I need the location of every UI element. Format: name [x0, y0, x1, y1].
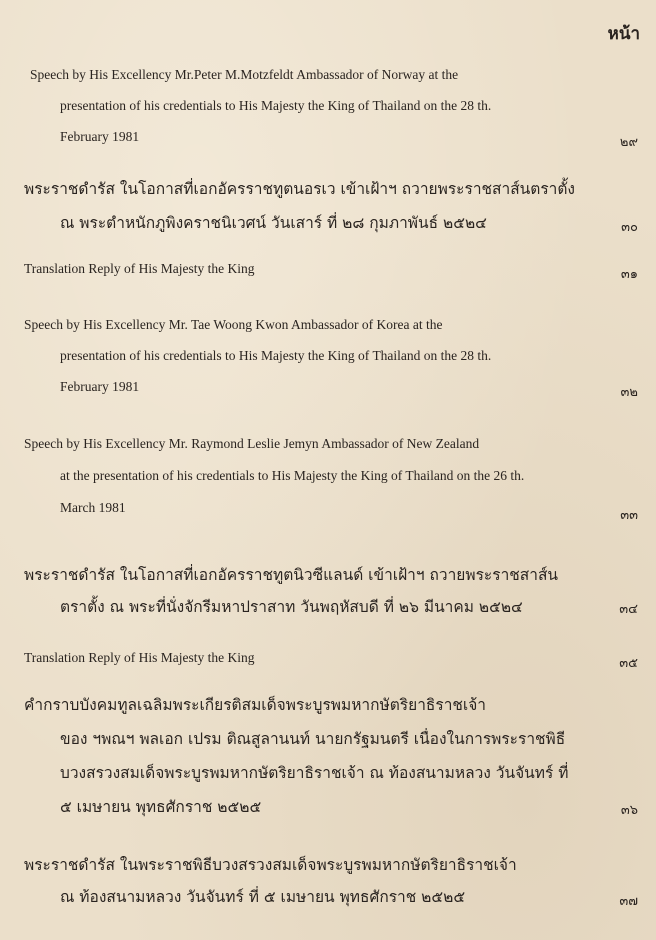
entry-line: คำกราบบังคมทูลเฉลิมพระเกียรติสมเด็จพระบูรพมหากษัตริยาธิราชเจ้า — [24, 696, 487, 714]
page-number: ๓๖ — [620, 803, 638, 818]
entry-line: ตราตั้ง ณ พระที่นั่งจักรีมหาปราสาท วันพฤหัสบดี ที่ ๒๖ มีนาคม ๒๕๒๔ — [60, 598, 523, 616]
page-number: ๓๐ — [621, 220, 638, 235]
entry-line: Speech by His Excellency Mr.Peter M.Motzfeldt Ambassador of Norway at the — [30, 67, 459, 82]
entry-line: พระราชดำรัส ในพระราชพิธีบวงสรวงสมเด็จพระบูรพมหากษัตริยาธิราชเจ้า — [24, 856, 517, 874]
entry-line: February 1981 — [60, 379, 140, 394]
entry-line: Translation Reply of His Majesty the King — [24, 261, 255, 276]
entry-line: พระราชดำรัส ในโอกาสที่เอกอัครราชทูตนิวซีแลนด์ เข้าเฝ้าฯ ถวายพระราชสาส์น — [24, 566, 559, 584]
entry-line: March 1981 — [60, 500, 126, 515]
page-number: ๓๗ — [619, 894, 638, 909]
entry-line: ของ ฯพณฯ พลเอก เปรม ติณสูลานนท์ นายกรัฐมนตรี เนื่องในการพระราชพิธี — [60, 730, 566, 748]
entry-line: presentation of his credentials to His Majesty the King of Thailand on the 28 th. — [60, 348, 492, 363]
entry-line: presentation of his credentials to His Majesty the King of Thailand on the 28 th. — [60, 98, 492, 113]
entry-line: บวงสรวงสมเด็จพระบูรพมหากษัตริยาธิราชเจ้า ณ ท้องสนามหลวง วันจันทร์ ที่ — [60, 764, 569, 782]
entry-line: ณ ท้องสนามหลวง วันจันทร์ ที่ ๕ เมษายน พุทธศักราช ๒๕๒๕ — [60, 888, 466, 906]
page-number: ๓๒ — [620, 385, 638, 400]
page-number: ๓๕ — [619, 656, 638, 671]
entry-line: February 1981 — [60, 129, 140, 144]
entry-line: Speech by His Excellency Mr. Raymond Leslie Jemyn Ambassador of New Zealand — [24, 436, 480, 451]
page-number: ๓๔ — [619, 602, 638, 617]
entry-line: Speech by His Excellency Mr. Tae Woong Kwon Ambassador of Korea at the — [24, 317, 443, 332]
entry-line: at the presentation of his credentials to His Majesty the King of Thailand on the 26 th. — [60, 468, 525, 483]
entry-line: Translation Reply of His Majesty the King — [24, 650, 255, 665]
entry-line: พระราชดำรัส ในโอกาสที่เอกอัครราชทูตนอรเว เข้าเฝ้าฯ ถวายพระราชสาส์นตราตั้ง — [24, 180, 575, 198]
entry-line: ณ พระตำหนักภูพิงคราชนิเวศน์ วันเสาร์ ที่ ๒๘ กุมภาพันธ์ ๒๕๒๔ — [60, 214, 487, 232]
page-number: ๓๑ — [620, 267, 638, 282]
page-number: ๒๙ — [619, 135, 638, 150]
page-column-header: หน้า — [607, 24, 640, 44]
entry-line: ๕ เมษายน พุทธศักราช ๒๕๒๕ — [60, 798, 262, 816]
page-number: ๓๓ — [620, 508, 638, 523]
